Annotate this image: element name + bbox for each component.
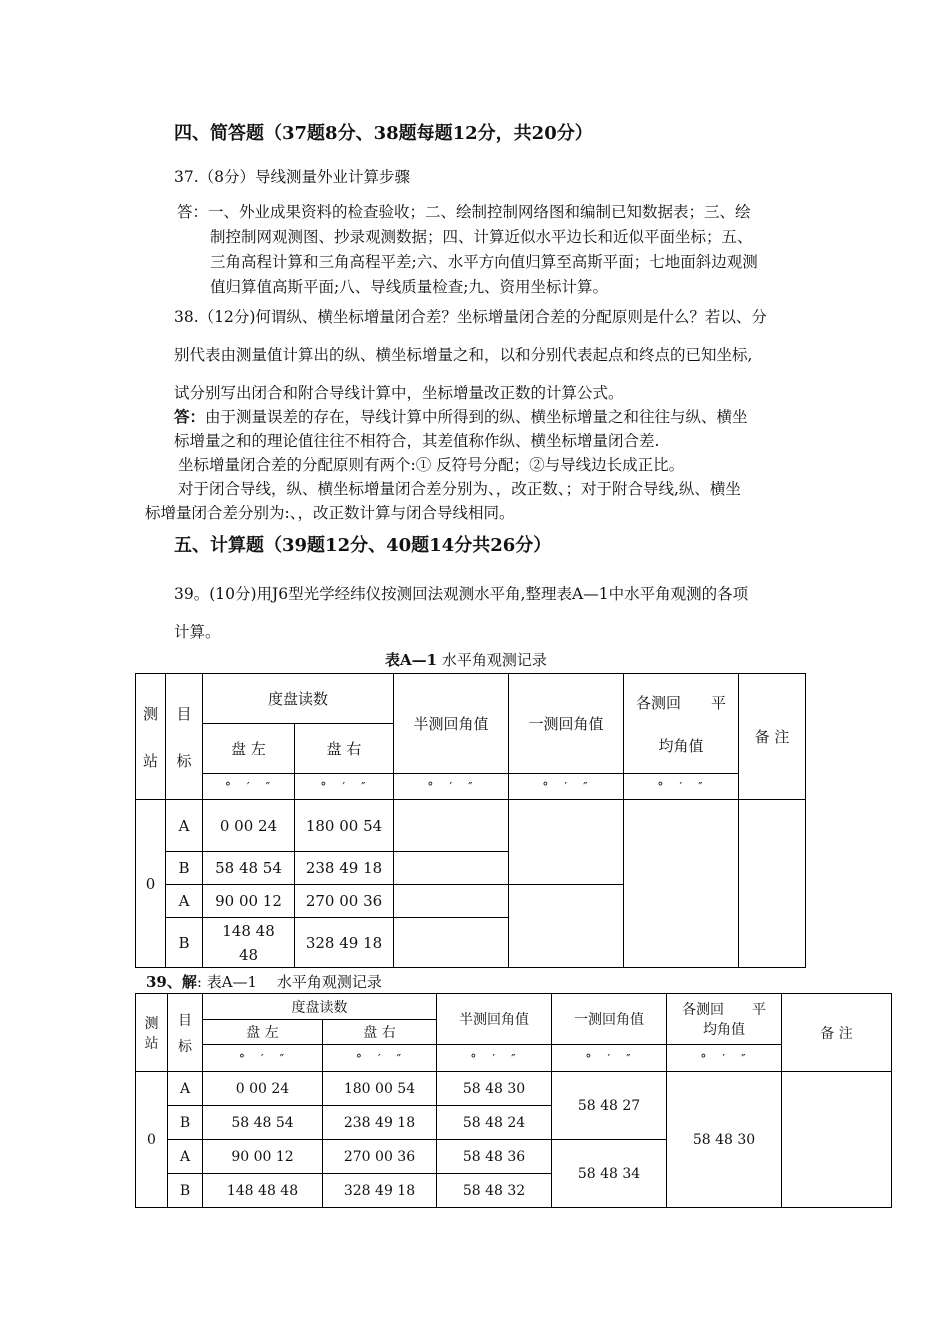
section5-heading: 五、计算题（39题12分、40题14分共26分）: [174, 535, 552, 556]
unit-label: ° ′ ″: [323, 1045, 437, 1072]
target-cell: A: [168, 1072, 203, 1106]
half-round-header: 半测回角值: [437, 994, 552, 1045]
right-reading-cell: 180 00 54: [295, 800, 394, 852]
right-reading-cell: 328 49 18: [295, 918, 394, 968]
left-reading-cell: 0 00 24: [203, 800, 295, 852]
right-reading-cell: 238 49 18: [295, 852, 394, 885]
average-cell: [624, 800, 739, 968]
left-reading-cell: 0 00 24: [203, 1072, 323, 1106]
station-cell: 0: [136, 800, 166, 968]
target-cell: B: [168, 1106, 203, 1140]
unit-label: ° ′ ″: [624, 774, 739, 800]
q38-answer-label: 答：: [174, 407, 206, 426]
q38-answer-line: 坐标增量闭合差的分配原则有两个:① 反符号分配；②与导线边长成正比。: [178, 456, 685, 474]
target-header: 目 标: [166, 674, 203, 800]
half-round-cell: 58 48 30: [437, 1072, 552, 1106]
target-cell: A: [166, 885, 203, 918]
half-round-cell: [394, 885, 509, 918]
left-reading-cell: 148 48 48: [203, 918, 295, 968]
q38-answer-line: 对于闭合导线，纵、横坐标增量闭合差分别为、，改正数、；对于附合导线,纵、横坐: [178, 480, 741, 498]
unit-label: ° ′ ″: [437, 1045, 552, 1072]
station-header: 测 站: [136, 674, 166, 800]
average-cell: 58 48 30: [667, 1072, 782, 1208]
q38-answer-line: 标增量闭合差分别为:、，改正数计算与闭合导线相同。: [145, 504, 515, 522]
unit-label: ° ′ ″: [394, 774, 509, 800]
target-cell: A: [168, 1140, 203, 1174]
average-header: 各测回 平 均角值: [667, 994, 782, 1045]
right-reading-cell: 328 49 18: [323, 1174, 437, 1208]
left-reading-cell: 58 48 54: [203, 1106, 323, 1140]
one-round-cell: [509, 800, 624, 885]
q37-answer-line: 答：一、外业成果资料的检查验收；二、绘制控制网络图和编制已知数据表；三、绘: [177, 203, 751, 221]
q37-answer-line: 三角高程计算和三角高程平差;六、水平方向值归算至高斯平面；七地面斜边观测: [210, 253, 758, 271]
unit-label: ° ′ ″: [203, 774, 295, 800]
remarks-cell: [782, 1072, 892, 1208]
right-reading-cell: 270 00 36: [323, 1140, 437, 1174]
q37-answer-line: 制控制网观测图、抄录观测数据；四、计算近似水平边长和近似平面坐标；五、: [210, 228, 753, 246]
circle-readings-header: 度盘读数: [203, 994, 437, 1020]
left-face-header: 盘 左: [203, 724, 295, 774]
half-round-cell: [394, 852, 509, 885]
one-round-header: 一测回角值: [509, 674, 624, 774]
unit-label: ° ′ ″: [552, 1045, 667, 1072]
left-reading-cell: 90 00 12: [203, 1140, 323, 1174]
q37-answer-line: 值归算值高斯平面;八、导线质量检查;九、资用坐标计算。: [210, 278, 608, 296]
target-header: 目 标: [168, 994, 203, 1072]
q39-question-line: 计算。: [174, 623, 221, 641]
right-face-header: 盘 右: [295, 724, 394, 774]
table1-caption: [385, 649, 547, 670]
half-round-cell: 58 48 24: [437, 1106, 552, 1140]
q38-question-line: 38.（12分)何谓纵、横坐标增量闭合差？坐标增量闭合差的分配原则是什么？若以、分: [174, 308, 767, 326]
one-round-cell: [509, 885, 624, 968]
average-header: 各测回 平 均角值: [624, 674, 739, 774]
q38-answer-line: 由于测量误差的存在，导线计算中所得到的纵、横坐标增量之和往往与纵、横坐: [205, 408, 748, 426]
q37-question: 37.（8分）导线测量外业计算步骤: [174, 168, 411, 186]
q38-question-line: 别代表由测量值计算出的纵、横坐标增量之和，以和分别代表起点和终点的已知坐标,: [174, 346, 753, 364]
q38-answer: [145, 405, 748, 525]
target-cell: B: [166, 918, 203, 968]
station-header: 测 站: [136, 994, 168, 1072]
half-round-cell: 58 48 36: [437, 1140, 552, 1174]
unit-label: ° ′ ″: [667, 1045, 782, 1072]
half-round-cell: [394, 918, 509, 968]
target-cell: B: [168, 1174, 203, 1208]
table2-caption: [146, 971, 382, 992]
half-round-header: 半测回角值: [394, 674, 509, 774]
left-reading-cell: 90 00 12: [203, 885, 295, 918]
right-face-header: 盘 右: [323, 1020, 437, 1045]
q38-answer-line: 标增量之和的理论值往往不相符合，其差值称作纵、横坐标增量闭合差.: [174, 432, 660, 450]
q39-question: [174, 575, 748, 651]
left-reading-cell: 58 48 54: [203, 852, 295, 885]
one-round-cell: 58 48 27: [552, 1072, 667, 1140]
section4-heading: 四、简答题（37题8分、38题每题12分，共20分）: [174, 123, 593, 144]
table1-caption-bold: 表A—1: [385, 651, 438, 669]
q38-question: [174, 298, 767, 412]
left-reading-cell: 148 48 48: [203, 1174, 323, 1208]
target-cell: A: [166, 800, 203, 852]
right-reading-cell: 238 49 18: [323, 1106, 437, 1140]
half-round-cell: [394, 800, 509, 852]
table2-caption-rest: : 表A—1 水平角观测记录: [196, 973, 382, 991]
unit-label: ° ′ ″: [295, 774, 394, 800]
right-reading-cell: 270 00 36: [295, 885, 394, 918]
unit-label: ° ′ ″: [509, 774, 624, 800]
half-round-cell: 58 48 32: [437, 1174, 552, 1208]
left-face-header: 盘 左: [203, 1020, 323, 1045]
circle-readings-header: 度盘读数: [203, 674, 394, 724]
one-round-cell: 58 48 34: [552, 1140, 667, 1208]
remarks-header: 备 注: [739, 674, 806, 800]
station-cell: 0: [136, 1072, 168, 1208]
table1-caption-rest: 水平角观测记录: [437, 651, 547, 669]
q39-question-line: 39。(10分)用J6型光学经纬仪按测回法观测水平角,整理表A—1中水平角观测的各项: [174, 585, 749, 603]
remarks-cell: [739, 800, 806, 968]
q38-question-line: 试分别写出闭合和附合导线计算中，坐标增量改正数的计算公式。: [174, 384, 624, 402]
table1-observation-record: [135, 673, 806, 968]
q37-answer: [177, 200, 758, 300]
unit-label: ° ′ ″: [203, 1045, 323, 1072]
table2-caption-bold: 39、解: [146, 973, 197, 991]
target-cell: B: [166, 852, 203, 885]
one-round-header: 一测回角值: [552, 994, 667, 1045]
remarks-header: 备 注: [782, 994, 892, 1072]
table2-solution-record: [135, 993, 892, 1208]
right-reading-cell: 180 00 54: [323, 1072, 437, 1106]
